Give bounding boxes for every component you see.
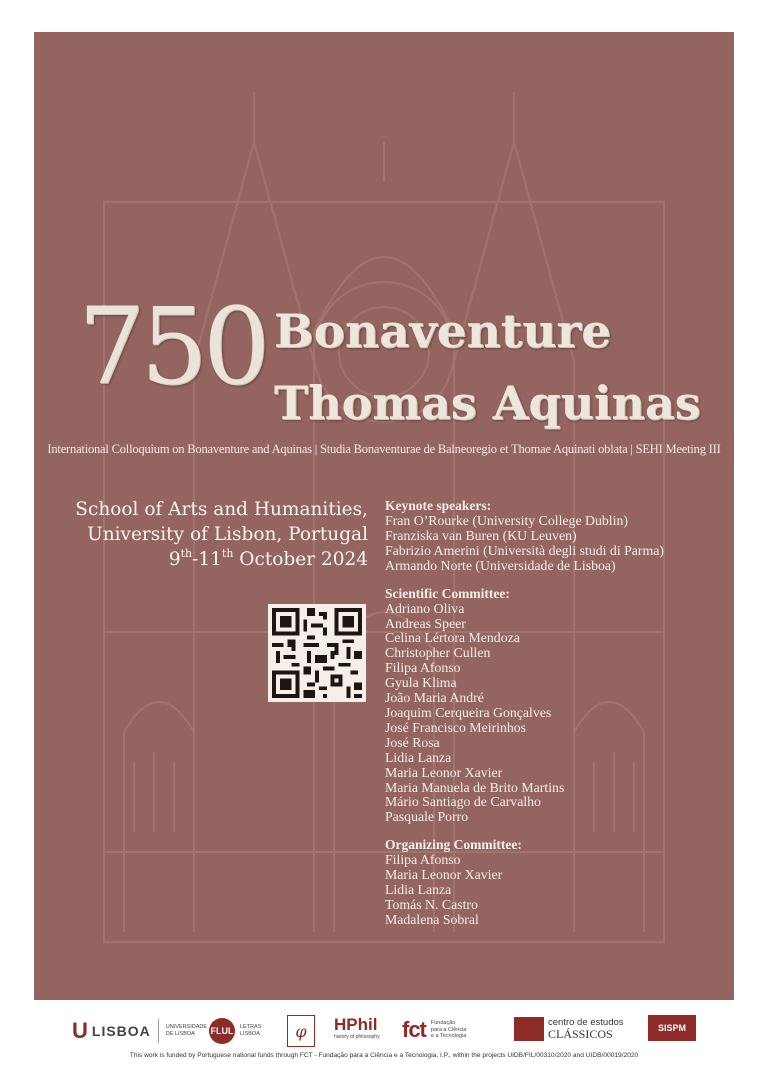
hphil-sub: history of philosophy — [334, 1034, 380, 1040]
date-sup2: th — [221, 547, 234, 560]
keynote-speaker: Fabrizio Amerini (Università degli studi di Parma) — [385, 542, 664, 558]
keynote-speaker: Fran O’Rourke (University College Dublin) — [385, 513, 628, 528]
organizer: Tomás N. Castro — [385, 896, 478, 912]
committee-member: Pasquale Porro — [385, 809, 469, 825]
event-date — [75, 547, 368, 572]
committee-member: Celina Lértora Mendoza — [385, 630, 520, 646]
flul-logo — [209, 1018, 261, 1044]
fct-logo — [402, 1017, 466, 1043]
sponsor-logos — [0, 1003, 768, 1086]
cec-logo — [514, 1017, 624, 1041]
philosophy-centre-emblem-icon: φ — [287, 1015, 315, 1047]
committee-member: Christopher Cullen — [385, 645, 491, 661]
organizer: Lidia Lanza — [385, 882, 452, 898]
flul-text: FLUL — [209, 1018, 235, 1044]
sispm-text: SISPM — [657, 1023, 686, 1033]
qr-code[interactable] — [268, 604, 366, 702]
poster — [34, 32, 734, 1000]
fct-text: fct — [402, 1017, 426, 1042]
ulisboa-sub1: UNIVERSIDADE — [165, 1024, 208, 1030]
date-sup1: th — [180, 547, 193, 560]
flul-sub2: LISBOA — [240, 1031, 260, 1037]
keynote-heading: Keynote speakers: — [385, 498, 492, 513]
committee-member: Mário Santiago de Carvalho — [385, 794, 541, 810]
date-day1: 9 — [168, 549, 181, 570]
ulisboa-word: LISBOA — [91, 1023, 151, 1039]
committee-member: Gyula Klima — [385, 675, 457, 691]
flul-sub1: LETRAS — [240, 1024, 262, 1030]
committee-member: Maria Manuela de Brito Martins — [385, 779, 565, 795]
organizer: Madalena Sobral — [385, 911, 479, 927]
venue-line1: School of Arts and Humanities, — [75, 499, 368, 520]
keynote-speaker: Armando Norte (Universidade de Lisboa) — [385, 557, 616, 573]
organizer: Maria Leonor Xavier — [385, 867, 503, 883]
anniversary-number: 750 — [78, 285, 266, 408]
fct-sub3: e a Tecnologia — [430, 1033, 467, 1040]
fct-sub2: para a Ciência — [430, 1026, 467, 1033]
hphil-logo — [334, 1016, 380, 1040]
committee-member: Lidia Lanza — [385, 749, 452, 765]
ulisboa-u: U — [72, 1018, 88, 1043]
fct-sub1: Fundação — [430, 1020, 456, 1027]
venue-line2: University of Lisbon, Portugal — [87, 524, 368, 545]
temple-icon — [514, 1017, 544, 1041]
colloquium-subtitle: International Colloquium on Bonaventure and Aquinas | Studia Bonaventurae de Balneoregio et Thomae Aquinati oblata | SEHI Meeting III — [47, 442, 721, 456]
ulisboa-sub2: DE LISBOA — [165, 1031, 195, 1037]
ulisboa-logo — [72, 1018, 207, 1044]
title-bonaventure: Bonaventure — [274, 304, 612, 358]
date-rest: October 2024 — [233, 549, 368, 570]
funding-notice: This work is funded by Portuguese national funds through FCT - Fundação para a Ciência e a Tecnologia, I.P., within the projects UIDB/FIL/00310/2020 and UIDB/00019/2020 — [129, 1052, 639, 1059]
date-sep: -11 — [192, 549, 222, 570]
cec-line1: centro de estudos — [548, 1017, 624, 1028]
cec-line2: CLÁSSICOS — [548, 1027, 613, 1041]
speakers-committees — [385, 498, 725, 928]
committee-member: José Francisco Meirinhos — [385, 719, 527, 735]
committee-member: Maria Leonor Xavier — [385, 764, 503, 780]
keynote-speaker: Franziska van Buren (KU Leuven) — [385, 527, 577, 543]
committee-member: Andreas Speer — [385, 615, 466, 631]
committee-member: Filipa Afonso — [385, 660, 461, 676]
committee-member: Adriano Oliva — [385, 600, 465, 616]
scientific-committee-heading: Scientific Committee: — [385, 585, 510, 601]
title-thomas-aquinas: Thomas Aquinas — [274, 376, 701, 430]
hphil-text: HPhil — [334, 1015, 378, 1034]
venue-block — [75, 497, 368, 572]
sispm-logo — [648, 1015, 696, 1041]
committee-member: José Rosa — [385, 734, 440, 750]
organizing-committee-heading: Organizing Committee: — [385, 837, 522, 853]
committee-member: Joaquim Cerqueira Gonçalves — [385, 704, 552, 720]
organizer: Filipa Afonso — [385, 852, 461, 868]
committee-member: João Maria André — [385, 690, 484, 706]
